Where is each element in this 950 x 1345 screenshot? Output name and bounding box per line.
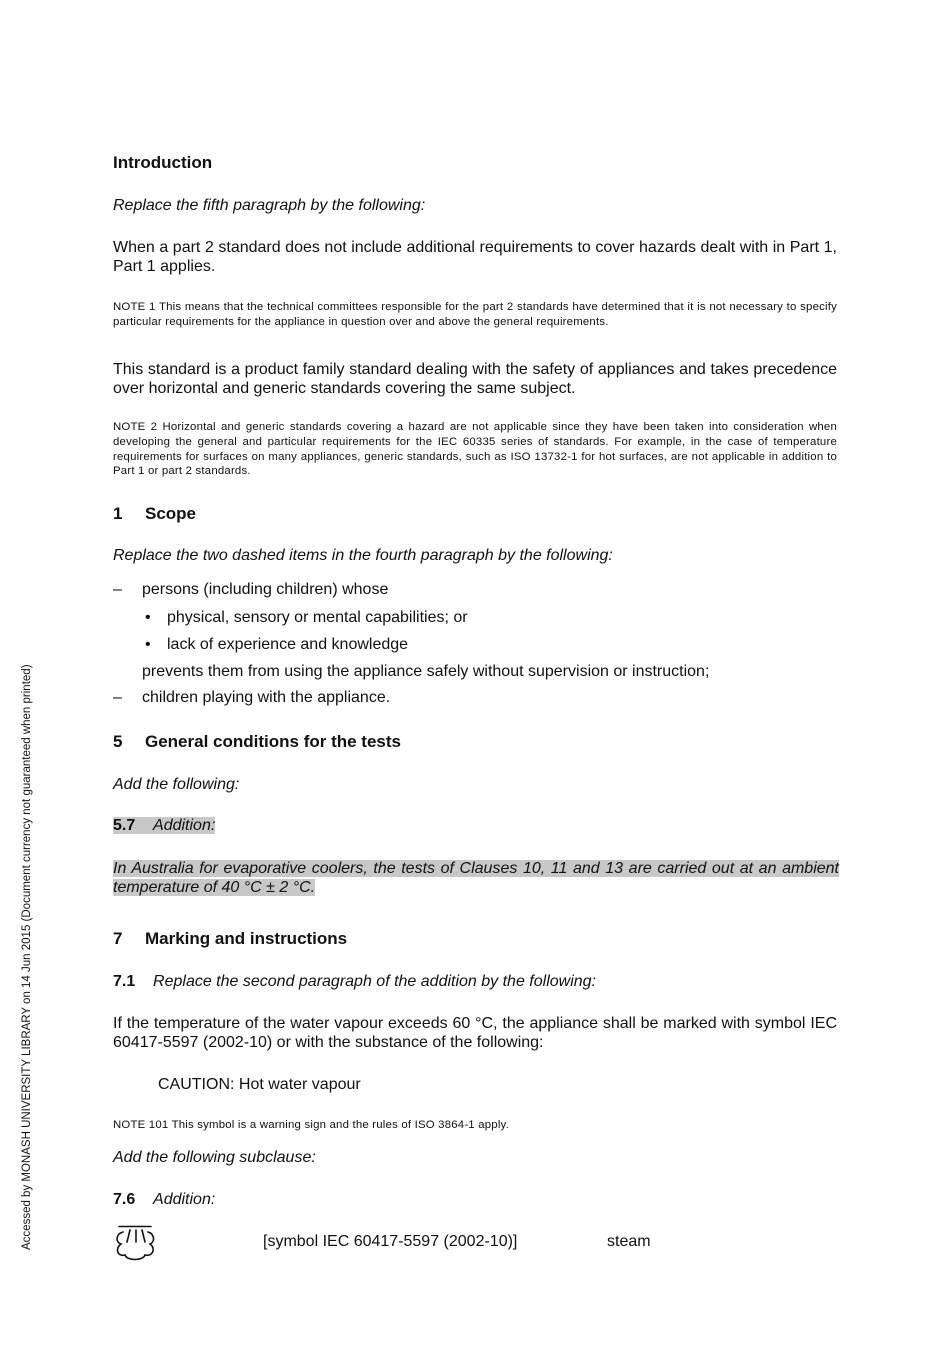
intro-paragraph-1: When a part 2 standard does not include additional requirements to cover hazards dealt with in Part 1, Part 1 applies.: [113, 239, 837, 275]
section-5-number: 5: [113, 732, 123, 751]
australia-text-block: [113, 859, 839, 897]
australia-highlighted-text: In Australia for evaporative coolers, the tests of Clauses 10, 11 and 13 are carried out at an ambient temperature of 40 °C ± 2 °C.: [113, 860, 839, 896]
scope-bullet-1: physical, sensory or mental capabilities; or: [167, 609, 468, 626]
dash-marker: –: [113, 581, 122, 598]
intro-note-2: NOTE 2 Horizontal and generic standards covering a hazard are not applicable since they have been taken into consideration when developing the general and particular requirements for the IEC 60335 series of standards. For example, in the case of temperature requirements for surfaces on many appliances, generic standards, such as ISO 13732-1 for hot surfaces, are not applicable in addition to Part 1 or part 2 standards.: [113, 421, 837, 478]
subclause-7-6-addition: Addition:: [153, 1191, 216, 1208]
scope-bullet-2: lack of experience and knowledge: [167, 636, 409, 653]
subclause-7-1-number: 7.1: [113, 973, 136, 990]
scope-continuation: prevents them from using the appliance safely without supervision or instruction;: [142, 663, 710, 680]
intro-paragraph-2: This standard is a product family standard dealing with the safety of appliances and takes precedence over horizontal and generic standards covering the same subject.: [113, 361, 837, 397]
intro-note-1: NOTE 1 This means that the technical committees responsible for the part 2 standards have determined that it is not necessary to specify particular requirements for the appliance in question over and above the general requirements.: [113, 301, 837, 328]
subclause-5-7: [113, 817, 215, 835]
section-7-number: 7: [113, 929, 123, 948]
scope-item-2: children playing with the appliance.: [142, 689, 391, 706]
subclause-5-7-label: [113, 817, 215, 834]
scope-number: 1: [113, 504, 123, 523]
section-5-title: General conditions for the tests: [145, 732, 401, 751]
subclause-7-1: [113, 973, 596, 991]
subclause-5-7-addition: Addition:: [153, 817, 216, 834]
section-7-instruction: Add the following subclause:: [113, 1149, 316, 1166]
scope-heading: [113, 504, 196, 524]
dash-marker: –: [113, 689, 122, 706]
section-7-heading: [113, 929, 347, 949]
subclause-5-7-number: 5.7: [113, 817, 136, 834]
section-5-heading: [113, 732, 401, 752]
note-101: NOTE 101 This symbol is a warning sign and the rules of ISO 3864-1 apply.: [113, 1119, 509, 1131]
scope-item-1: persons (including children) whose: [142, 581, 389, 598]
steam-icon: [113, 1224, 159, 1262]
subclause-7-6: [113, 1191, 215, 1209]
intro-instruction: Replace the fifth paragraph by the following:: [113, 197, 426, 214]
bullet-marker: •: [145, 636, 151, 653]
symbol-meaning: steam: [607, 1233, 651, 1250]
section-7-title: Marking and instructions: [145, 929, 348, 948]
section-7-paragraph: If the temperature of the water vapour exceeds 60 °C, the appliance shall be marked with symbol IEC 60417-5597 (2002-10) or with the substance of the following:: [113, 1015, 837, 1051]
caution-text: CAUTION: Hot water vapour: [158, 1076, 361, 1093]
symbol-reference: [symbol IEC 60417-5597 (2002-10)]: [263, 1233, 518, 1250]
subclause-7-1-text: Replace the second paragraph of the addition by the following:: [153, 973, 596, 990]
subclause-7-6-number: 7.6: [113, 1191, 136, 1208]
introduction-heading: Introduction: [113, 153, 213, 172]
bullet-marker: •: [145, 609, 151, 626]
scope-title: Scope: [145, 504, 197, 523]
section-5-instruction: Add the following:: [113, 776, 240, 793]
access-watermark: Accessed by MONASH UNIVERSITY LIBRARY on 14 Jun 2015 (Document currency not guaranteed when printed): [21, 664, 33, 1250]
scope-instruction: Replace the two dashed items in the fourth paragraph by the following:: [113, 547, 613, 564]
